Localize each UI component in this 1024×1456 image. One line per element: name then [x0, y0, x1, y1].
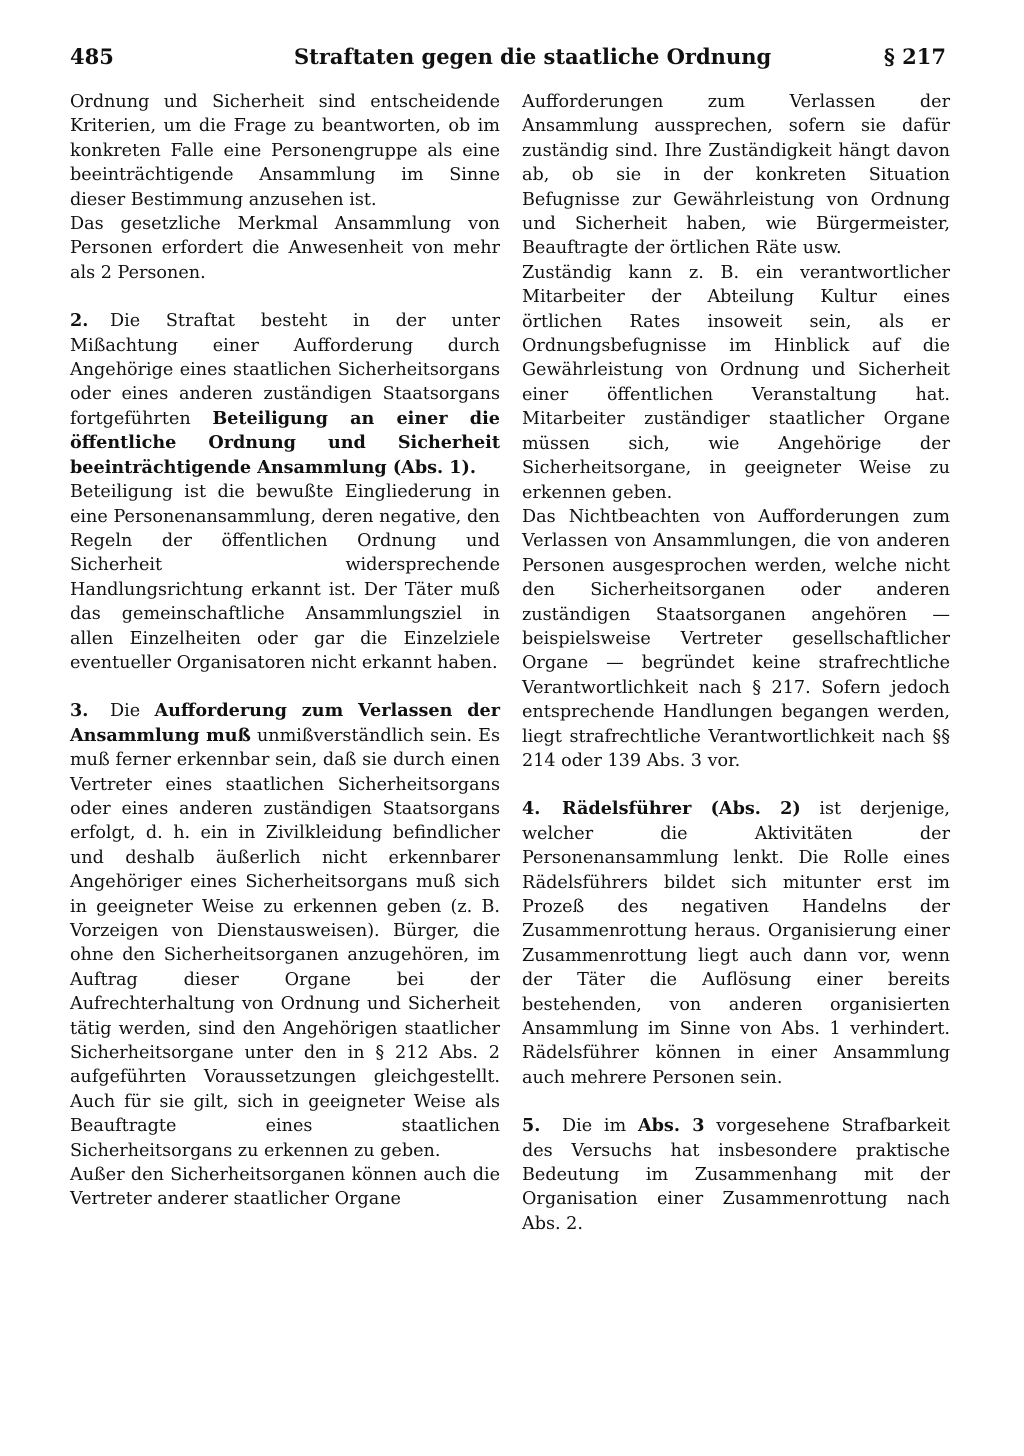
section-number-label: 3.: [70, 700, 89, 722]
running-header: [70, 40, 946, 72]
section-number-label: 2.: [70, 310, 89, 332]
paragraph: Ordnung und Sicherheit sind entscheidende Kriterien, um die Frage zu beantworten, ob im konkreten Falle eine Personengruppe als eine beeinträchtigende Ansammlung im Sinne dieser Bestimmung anzusehen ist.: [70, 92, 500, 210]
section-bold-text: Aufforderung zum Verlassen der Ansammlung muß: [70, 700, 500, 746]
paragraph: Das Nichtbeachten von Aufforderungen zum Verlassen von Ansammlungen, die von anderen Personen ausgesprochen werden, welche nicht den Sicherheitsorganen oder anderen zuständigen Staatsorganen angehören — beispielsweise Vertreter gesellschaftlicher Organe — begründet keine strafrechtliche Verantwortlichkeit nach § 217. Sofern jedoch entsprechende Handlungen begangen werden, liegt strafrechtliche Verantwortlichkeit nach §§ 214 oder 139 Abs. 3 vor.: [522, 506, 950, 771]
paragraph: Das gesetzliche Merkmal Ansammlung von Personen erfordert die Anwesenheit von mehr als 2 Personen.: [70, 214, 500, 283]
section-text: ist derjenige, welcher die Aktivitäten der Personenansammlung lenkt. Die Rolle eines Rädelsführers bildet sich mitunter erst im Prozeß des negativen Handelns der Zusammenrottung heraus. Organisierung einer Zusammenrottung liegt auch dann vor, wenn der Täter die Auflösung einer bereits bestehenden, von anderen organisierten Ansammlung im Sinne von Abs. 1 verhindert. Rädelsführer können in einer Ansammlung auch mehrere Personen sein.: [522, 799, 950, 1088]
section-bold-text: Beteiligung an einer die öffentliche Ordnung und Sicherheit beeinträchtigende Ansammlung (Abs. 1).: [70, 407, 500, 478]
section-bold-text: Abs. 3: [637, 1115, 705, 1137]
section-3: [70, 699, 500, 1163]
section-4: [522, 797, 950, 1090]
right-column: [522, 90, 950, 1236]
section-text: Die Straftat besteht in der unter Mißachtung einer Aufforderung durch Angehörige eines staatlichen Sicherheitsorgans oder eines anderen zuständigen Staatsorgans fortgeführten: [70, 311, 500, 429]
running-title: Straftaten gegen die staatliche Ordnung: [294, 44, 772, 69]
paragraph: Außer den Sicherheitsorganen können auch die Vertreter anderer staatlicher Organe: [70, 1165, 500, 1210]
section-text: Die: [110, 701, 155, 722]
section-number: § 217: [883, 44, 946, 69]
page-number: 485: [70, 44, 114, 69]
section-5: [522, 1114, 950, 1236]
section-2: [70, 309, 500, 480]
section-bold-text: Rädelsführer (Abs. 2): [562, 798, 801, 820]
section-text: vorgesehene Strafbarkeit des Versuchs hat insbesondere praktische Bedeutung im Zusammenhang mit der Organisation einer Zusammenrottung nach Abs. 2.: [522, 1116, 950, 1234]
left-column: [70, 90, 500, 1212]
section-text: unmißverständlich sein. Es muß ferner erkennbar sein, daß sie durch einen Vertreter eines staatlichen Sicherheitsorgans oder eines anderen zuständigen Staatsorgans erfolgt, d. h. ein in Zivilkleidung befindlicher und deshalb äußerlich nicht erkennbarer Angehöriger eines Sicherheitsorgans muß sich in geeigneter Weise zu erkennen geben (z. B. Vorzeigen von Dienstausweisen). Bürger, die ohne den Sicherheitsorganen anzugehören, im Auftrag dieser Organe bei der Aufrechterhaltung von Ordnung und Sicherheit tätig werden, sind den Angehörigen staatlicher Sicherheitsorgane unter den in § 212 Abs. 2 aufgeführten Voraussetzungen gleichgestellt. Auch für sie gilt, sich in geeigneter Weise als Beauftragte eines staatlichen Sicherheitsorgans zu erkennen zu geben.: [70, 725, 501, 1161]
paragraph: Beteiligung ist die bewußte Eingliederung in eine Personenansammlung, deren negative, den Regeln der öffentlichen Ordnung und Sicherheit widersprechende Handlungsrichtung erkannt ist. Der Täter muß das gemeinschaftliche Ansammlungsziel in allen Einzelheiten oder gar die Einzelziele eventueller Organisatoren nicht erkannt haben.: [70, 482, 500, 673]
section-text: Die im: [562, 1116, 638, 1137]
paragraph: Aufforderungen zum Verlassen der Ansammlung aussprechen, sofern sie dafür zuständig sind. Ihre Zuständigkeit hängt davon ab, ob sie in der konkreten Situation Befugnisse zur Gewährleistung von Ordnung und Sicherheit haben, wie Bürgermeister, Beauftragte der örtlichen Räte usw.: [522, 92, 950, 259]
paragraph: Zuständig kann z. B. ein verantwortlicher Mitarbeiter der Abteilung Kultur eines örtlichen Rates insoweit sein, als er Ordnungsbefugnisse im Hinblick auf die Gewährleistung von Ordnung und Sicherheit einer öffentlichen Veranstaltung hat. Mitarbeiter zuständiger staatlicher Organe müssen sich, wie Angehörige der Sicherheitsorgane, in geeigneter Weise zu erkennen geben.: [522, 262, 950, 503]
section-number-label: 5.: [522, 1115, 541, 1137]
section-number-label: 4.: [522, 798, 541, 820]
